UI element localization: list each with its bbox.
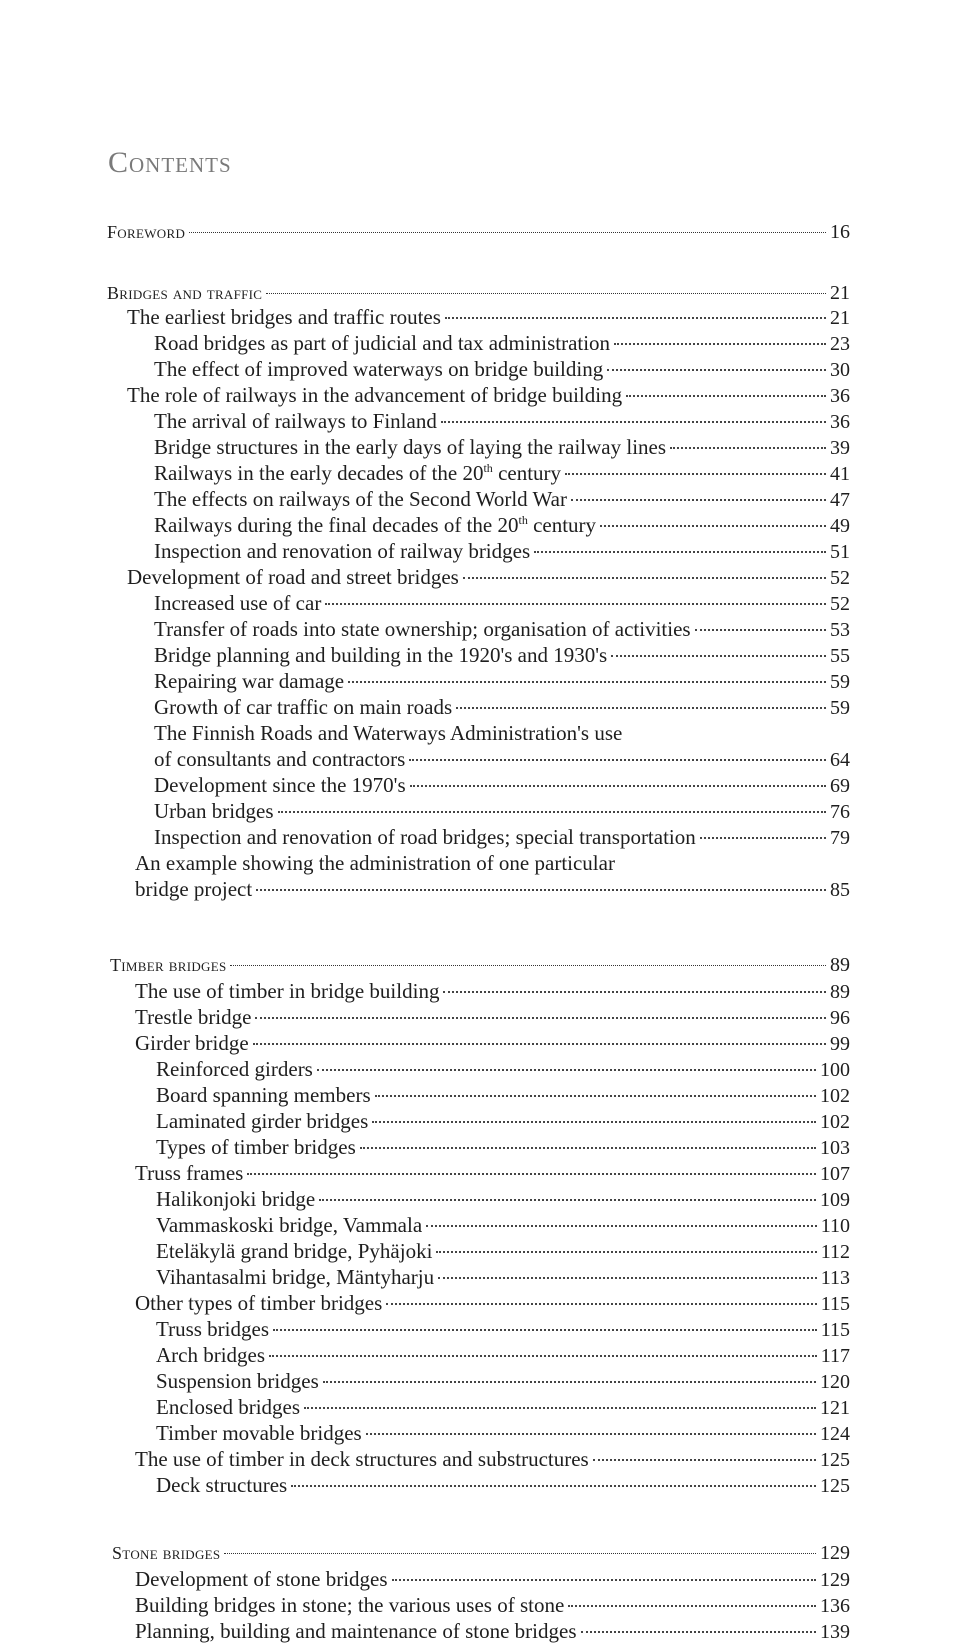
leader-dots (325, 603, 826, 605)
toc-entry-text: Increased use of car (154, 591, 322, 615)
toc-page-number: 102 (820, 1085, 850, 1107)
toc-page-number: 76 (830, 801, 850, 823)
toc-entry (135, 1004, 850, 1030)
toc-entry-text: Timber bridges (110, 955, 227, 975)
toc-page-number: 47 (830, 489, 850, 511)
ordinal-suffix: th (518, 513, 528, 527)
toc-entry-text: Railways in the early decades of the 20th century (154, 461, 562, 485)
toc-page-number: 99 (830, 1033, 850, 1055)
toc-section-stone-bridges (112, 1540, 850, 1566)
toc-page-number: 52 (830, 567, 850, 589)
toc-page-number: 16 (830, 221, 850, 243)
toc-entry (156, 1368, 850, 1394)
toc-entry (135, 978, 850, 1004)
toc-entry (154, 590, 850, 616)
toc-entry (156, 1056, 850, 1082)
toc-page-number: 64 (830, 749, 850, 771)
toc-entry-text: Railways during the final decades of the 20th century (154, 513, 597, 537)
toc-entry-text: Girder bridge (135, 1031, 249, 1055)
toc-entry (156, 1238, 850, 1264)
toc-page-number: 39 (830, 437, 850, 459)
toc-entry-text: Vihantasalmi bridge, Mäntyharju (156, 1265, 435, 1289)
leader-dots (568, 1605, 816, 1607)
toc-entry-text: of consultants and contractors (154, 747, 406, 771)
leader-dots (410, 785, 826, 787)
toc-page-number: 103 (820, 1137, 850, 1159)
toc-entry (135, 1160, 850, 1186)
toc-entry (154, 668, 850, 694)
leader-dots (441, 421, 826, 423)
toc-page-number: 96 (830, 1007, 850, 1029)
toc-section-timber-bridges (110, 952, 850, 978)
toc-page-number: 113 (820, 1267, 850, 1289)
toc-page-number: 41 (830, 463, 850, 485)
toc-entry (154, 538, 850, 564)
leader-dots (266, 293, 826, 294)
toc-page-number: 85 (830, 879, 850, 901)
leader-dots (463, 577, 826, 579)
leader-dots (278, 811, 826, 813)
toc-entry (156, 1082, 850, 1108)
leader-dots (224, 1553, 816, 1554)
leader-dots (456, 707, 826, 709)
toc-entry-text: Building bridges in stone; the various uses of stone (135, 1593, 565, 1617)
toc-page-number: 21 (830, 307, 850, 329)
toc-page-number: 36 (830, 411, 850, 433)
leader-dots (593, 1459, 816, 1461)
toc-entry-text: The role of railways in the advancement of bridge building (127, 383, 623, 407)
toc-entry-text: The Finnish Roads and Waterways Administration's use (154, 721, 623, 745)
toc-page-number: 117 (820, 1345, 850, 1367)
leader-dots (366, 1433, 816, 1435)
toc-entry (154, 616, 850, 642)
toc-entry-text: The use of timber in deck structures and substructures (135, 1447, 589, 1471)
leader-dots (372, 1121, 816, 1123)
leader-dots (269, 1355, 817, 1357)
leader-dots (409, 759, 826, 761)
toc-page-number: 139 (820, 1621, 850, 1643)
toc-page-number: 55 (830, 645, 850, 667)
toc-page-number: 51 (830, 541, 850, 563)
leader-dots (436, 1251, 816, 1253)
toc-entry-text: Laminated girder bridges (156, 1109, 369, 1133)
toc-entry (156, 1134, 850, 1160)
leader-dots (611, 655, 826, 657)
toc-entry (156, 1420, 850, 1446)
leader-dots (426, 1225, 817, 1227)
leader-dots (700, 837, 826, 839)
leader-dots (443, 991, 826, 993)
toc-page-number: 125 (820, 1475, 850, 1497)
leader-dots (626, 395, 826, 397)
toc-entry (127, 304, 850, 330)
toc-entry-text: Types of timber bridges (156, 1135, 356, 1159)
toc-entry-text: Reinforced girders (156, 1057, 313, 1081)
leader-dots (323, 1381, 816, 1383)
toc-page-number: 120 (820, 1371, 850, 1393)
toc-page-number: 36 (830, 385, 850, 407)
toc-entry (135, 876, 850, 902)
toc-entry (154, 486, 850, 512)
toc-entry-text: Arch bridges (156, 1343, 266, 1367)
toc-entry (156, 1394, 850, 1420)
toc-entry-text: Trestle bridge (135, 1005, 252, 1029)
toc-entry-text: The use of timber in bridge building (135, 979, 440, 1003)
toc-page-number: 115 (820, 1319, 850, 1341)
toc-page-number: 124 (820, 1423, 850, 1445)
leader-dots (304, 1407, 816, 1409)
toc-page-number: 59 (830, 671, 850, 693)
toc-entry (135, 850, 850, 876)
toc-entry-text: Inspection and renovation of road bridges; special transportation (154, 825, 696, 849)
leader-dots (256, 889, 826, 891)
toc-page-number: 110 (820, 1215, 850, 1237)
leader-dots (695, 629, 826, 631)
toc-entry (154, 408, 850, 434)
toc-page-number: 53 (830, 619, 850, 641)
toc-entry-foreword (107, 219, 850, 245)
toc-entry (127, 382, 850, 408)
leader-dots (230, 965, 826, 966)
toc-entry (154, 642, 850, 668)
toc-entry (135, 1618, 850, 1644)
toc-entry-text: The arrival of railways to Finland (154, 409, 437, 433)
toc-entry (156, 1186, 850, 1212)
leader-dots (392, 1579, 816, 1581)
toc-entry-text: Enclosed bridges (156, 1395, 301, 1419)
toc-entry-text: Development of stone bridges (135, 1567, 388, 1591)
leader-dots (607, 369, 826, 371)
toc-entry (154, 330, 850, 356)
toc-entry (135, 1566, 850, 1592)
leader-dots (360, 1147, 816, 1149)
page-title: Contents (108, 146, 232, 179)
toc-entry-text: The effects on railways of the Second World War (154, 487, 567, 511)
toc-entry (156, 1264, 850, 1290)
toc-entry (154, 746, 850, 772)
toc-page-number: 23 (830, 333, 850, 355)
toc-entry (154, 824, 850, 850)
toc-page-number: 107 (820, 1163, 850, 1185)
toc-entry (156, 1472, 850, 1498)
toc-entry-text: Suspension bridges (156, 1369, 319, 1393)
toc-entry-text: Truss frames (135, 1161, 244, 1185)
toc-entry-text: bridge project (135, 877, 253, 901)
leader-dots (319, 1199, 816, 1201)
toc-entry (154, 772, 850, 798)
leader-dots (375, 1095, 816, 1097)
toc-page-number: 69 (830, 775, 850, 797)
leader-dots (291, 1485, 816, 1487)
toc-entry-text: Transfer of roads into state ownership; organisation of activities (154, 617, 691, 641)
leader-dots (317, 1069, 816, 1071)
leader-dots (581, 1631, 817, 1633)
toc-entry-text: Stone bridges (112, 1543, 221, 1563)
toc-page-number: 100 (820, 1059, 850, 1081)
leader-dots (534, 551, 826, 553)
toc-page-number: 121 (820, 1397, 850, 1419)
toc-entry (156, 1108, 850, 1134)
toc-entry-text: Eteläkylä grand bridge, Pyhäjoki (156, 1239, 433, 1263)
leader-dots (253, 1043, 826, 1045)
toc-section-bridges-and-traffic (107, 280, 850, 306)
toc-page-number: 129 (820, 1542, 850, 1564)
toc-entry-text: Bridge structures in the early days of laying the railway lines (154, 435, 667, 459)
toc-entry (127, 564, 850, 590)
toc-entry-text: Timber movable bridges (156, 1421, 362, 1445)
leader-dots (247, 1173, 816, 1175)
toc-entry (135, 1030, 850, 1056)
toc-entry-text: Inspection and renovation of railway bridges (154, 539, 531, 563)
leader-dots (189, 232, 826, 233)
toc-entry (154, 512, 850, 538)
leader-dots (571, 499, 826, 501)
toc-entry-text: The earliest bridges and traffic routes (127, 305, 441, 329)
leader-dots (348, 681, 826, 683)
toc-entry-text: Urban bridges (154, 799, 274, 823)
toc-entry-text: The effect of improved waterways on bridge building (154, 357, 604, 381)
toc-page-number: 125 (820, 1449, 850, 1471)
toc-page-number: 52 (830, 593, 850, 615)
toc-entry (135, 1290, 850, 1316)
toc-page-number: 112 (820, 1241, 850, 1263)
leader-dots (565, 473, 826, 475)
toc-page-number: 21 (830, 282, 850, 304)
toc-entry (156, 1342, 850, 1368)
toc-entry-text: Halikonjoki bridge (156, 1187, 316, 1211)
toc-entry-text: Development since the 1970's (154, 773, 406, 797)
leader-dots (445, 317, 826, 319)
toc-entry-text: Road bridges as part of judicial and tax administration (154, 331, 611, 355)
toc-entry-text: Bridges and traffic (107, 283, 263, 303)
toc-entry (154, 694, 850, 720)
toc-entry (154, 798, 850, 824)
toc-page-number: 49 (830, 515, 850, 537)
toc-page-number: 30 (830, 359, 850, 381)
toc-entry-text: Repairing war damage (154, 669, 345, 693)
toc-entry (156, 1316, 850, 1342)
toc-page-number: 89 (830, 954, 850, 976)
toc-page-number: 115 (820, 1293, 850, 1315)
leader-dots (670, 447, 826, 449)
toc-page-number: 136 (820, 1595, 850, 1617)
leader-dots (614, 343, 826, 345)
toc-page-number: 59 (830, 697, 850, 719)
leader-dots (600, 525, 826, 527)
toc-entry-text: Vammaskoski bridge, Vammala (156, 1213, 423, 1237)
toc-entry (154, 460, 850, 486)
toc-entry-text: Other types of timber bridges (135, 1291, 383, 1315)
toc-entry-text: Bridge planning and building in the 1920's and 1930's (154, 643, 608, 667)
toc-page-number: 102 (820, 1111, 850, 1133)
toc-entry (156, 1212, 850, 1238)
toc-entry (135, 1446, 850, 1472)
toc-entry-text: An example showing the administration of one particular (135, 851, 615, 875)
leader-dots (386, 1303, 816, 1305)
toc-entry-text: Growth of car traffic on main roads (154, 695, 453, 719)
toc-entry (154, 356, 850, 382)
toc-entry-text: Planning, building and maintenance of stone bridges (135, 1619, 577, 1643)
toc-page-number: 79 (830, 827, 850, 849)
leader-dots (255, 1017, 826, 1019)
toc-entry-text: Deck structures (156, 1473, 288, 1497)
leader-dots (273, 1329, 817, 1331)
toc-page-number: 129 (820, 1569, 850, 1591)
toc-entry-text: Truss bridges (156, 1317, 269, 1341)
toc-entry (154, 434, 850, 460)
toc-page-number: 109 (820, 1189, 850, 1211)
toc-entry (135, 1592, 850, 1618)
toc-entry (154, 720, 850, 746)
toc-page-number: 89 (830, 981, 850, 1003)
ordinal-suffix: th (483, 461, 493, 475)
leader-dots (438, 1277, 817, 1279)
toc-entry-text: Foreword (107, 222, 186, 242)
toc-entry-text: Board spanning members (156, 1083, 371, 1107)
toc-entry-text: Development of road and street bridges (127, 565, 459, 589)
